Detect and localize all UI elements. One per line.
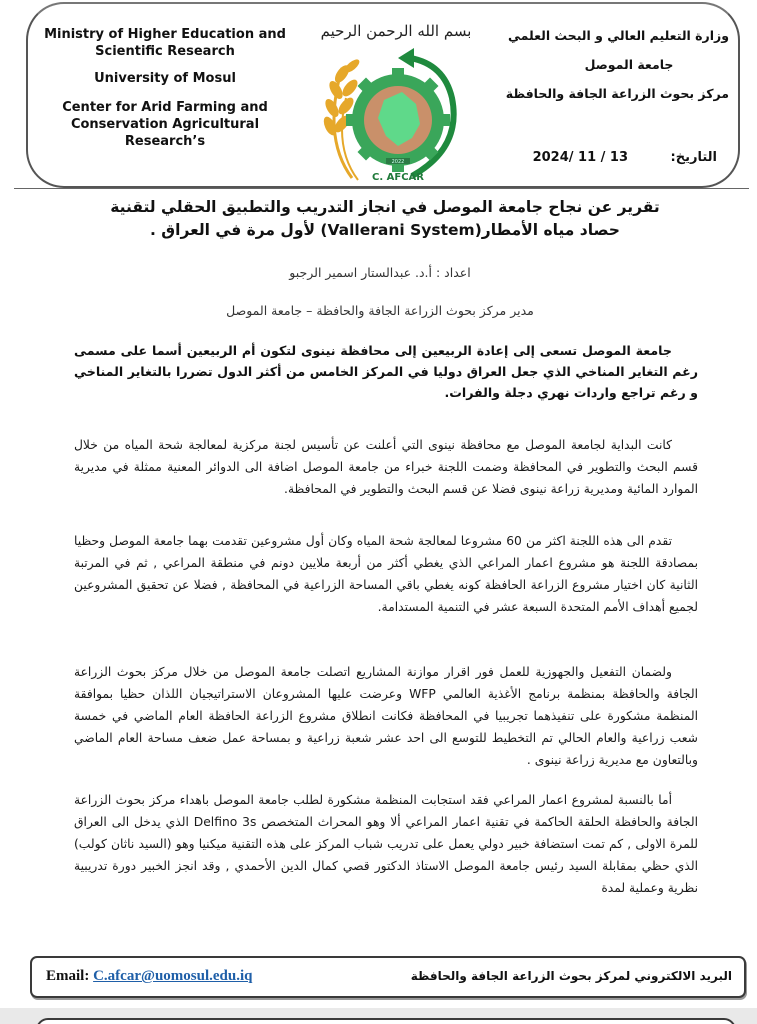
email-label: Email: bbox=[46, 968, 90, 984]
footer-contact-box bbox=[30, 956, 746, 998]
letterhead-divider bbox=[14, 188, 749, 189]
footer-email bbox=[46, 968, 252, 985]
ministry-name-ar: وزارة التعليم العالي و البحث العلمي bbox=[507, 28, 729, 43]
center-name-ar: مركز بحوث الزراعة الجافة والحافظة bbox=[505, 86, 729, 101]
university-name-ar: جامعة الموصل bbox=[584, 57, 674, 72]
afcar-logo-icon bbox=[312, 8, 470, 186]
basmala-icon: بسم الله الرحمن الرحيم bbox=[320, 22, 470, 40]
center-name-en: Center for Arid Farming and Conservation Agricultural Research’s bbox=[62, 100, 268, 149]
body-paragraph: كانت البداية لجامعة الموصل مع محافظة نينوى التي أعلنت عن تأسيس لجنة مركزية لمعالجة شحة المياه من خلال قسم البحث والتطوير في المحافظة وضمت اللجنة خبراء من جامعة الموصل اضافة الى الدوائر المعنية ممثلة في مديرية الموارد المائية ومديرية زراعة نينوى فضلا عن قسم البحث والتطوير في المحافظة. bbox=[74, 438, 698, 496]
ministry-name-en: Ministry of Higher Education and Scientific Research bbox=[44, 27, 286, 59]
report-author: اعداد : أ.د. عبدالستار اسمير الرجبو bbox=[289, 265, 471, 280]
next-page-letterhead-frame bbox=[36, 1018, 736, 1024]
university-name-en: University of Mosul bbox=[94, 71, 236, 86]
body-paragraph: ولضمان التفعيل والجهوزية للعمل فور اقرار موازنة المشاريع اتصلت جامعة الموصل من خلال مركز بحوث الزراعة الجافة والحافظة بمنظمة برنامج الأغذية العالمي WFP وعرضت عليها المشروعان الاستراتيجيان اللذان حظيا بموافقة المنظمة مشكورة على تنفيذهما تجريبيا في المحافظة فكانت انطلاق مشروع الزراعة الحافظة العام الماضي في خمسة شعب زراعية والعام الحالي تم التخطيط للتوسع الى احد عشر شعبة زراعية و بمساحة عمل ضعف مساحة العام الماضي وبالتعاون مع مديرية زراعة نينوى . bbox=[74, 665, 699, 767]
date-label: التاريخ: bbox=[670, 150, 717, 165]
afcar-logo bbox=[312, 8, 470, 186]
email-link[interactable]: C.afcar@uomosul.edu.iq bbox=[93, 968, 253, 984]
logo-year: 2022 bbox=[391, 159, 405, 165]
body-paragraph: أما بالنسبة لمشروع اعمار المراعي فقد استجابت المنظمة مشكورة لطلب جامعة الموصل باهداء مركز بحوث الزراعة الجافة والحافظة الحلقة الحاكمة في تقنية اعمار المراعي ألا وهو المحراث المتخصص Delfino 3s الذي يدخل الى العراق للمرة الاولى , كم تمت استضافة خبير دولي يعمل على تدريب شباب المركز على هذه التقنية ميكنيا وهو (السيد ناثان كولب) الذي حظي بمقابلة السيد رئيس جامعة الموصل الاستاذ الدكتور قصي كمال الدين الأحمدي , وقد انجز الخبير دورة تدريبية نظرية وعملية لمدة bbox=[74, 793, 699, 895]
arabic-letterhead bbox=[489, 28, 729, 101]
date-row bbox=[533, 150, 717, 165]
report-title: تقرير عن نجاح جامعة الموصل في انجاز التدريب والتطبيق الحقلي لتقنية حصاد مياه الأمطار(Vallerani System) لأول مرة في العراق . bbox=[110, 198, 660, 239]
footer-arabic-label: البريد الالكتروني لمركز بحوث الزراعة الجافة والحافظة bbox=[410, 969, 732, 983]
body-paragraph: تقدم الى هذه اللجنة اكثر من 60 مشروعا لمعالجة شحة المياه وكان أول مشروعين تقدمت بهما جامعة الموصل وحظيا بمصادقة اللجنة هو مشروع اعمار المراعي الذي يغطي أكثر من أربعة ملايين دونم في منطقة المراعي , ثم في المرتبة الثانية كان اختيار مشروع الزراعة الحافظة كونه يغطي باقي المساحة الزراعية في المحافظة , فضلا عن تحقيق المشروعين لجميع أهداف الأمم المتحدة السبعة عشر في التنمية المستدامة. bbox=[74, 534, 698, 614]
english-letterhead bbox=[40, 26, 290, 150]
logo-text: C. AFCAR bbox=[372, 172, 424, 183]
intro-paragraph: جامعة الموصل تسعى إلى إعادة الربيعين إلى محافظة نينوى لتكون أم الربيعين أسما على مسمى رغم التغاير المناخي الذي جعل العراق دوليا في المركز الخامس من أكثر الدول تضررا بالتغاير المناخي و رغم تراجع واردات نهري دجلة والفرات. bbox=[74, 343, 698, 400]
author-role: مدير مركز بحوث الزراعة الجافة والحافظة – جامعة الموصل bbox=[226, 303, 534, 318]
date-value: 2024/ 11 / 13 bbox=[532, 150, 628, 165]
